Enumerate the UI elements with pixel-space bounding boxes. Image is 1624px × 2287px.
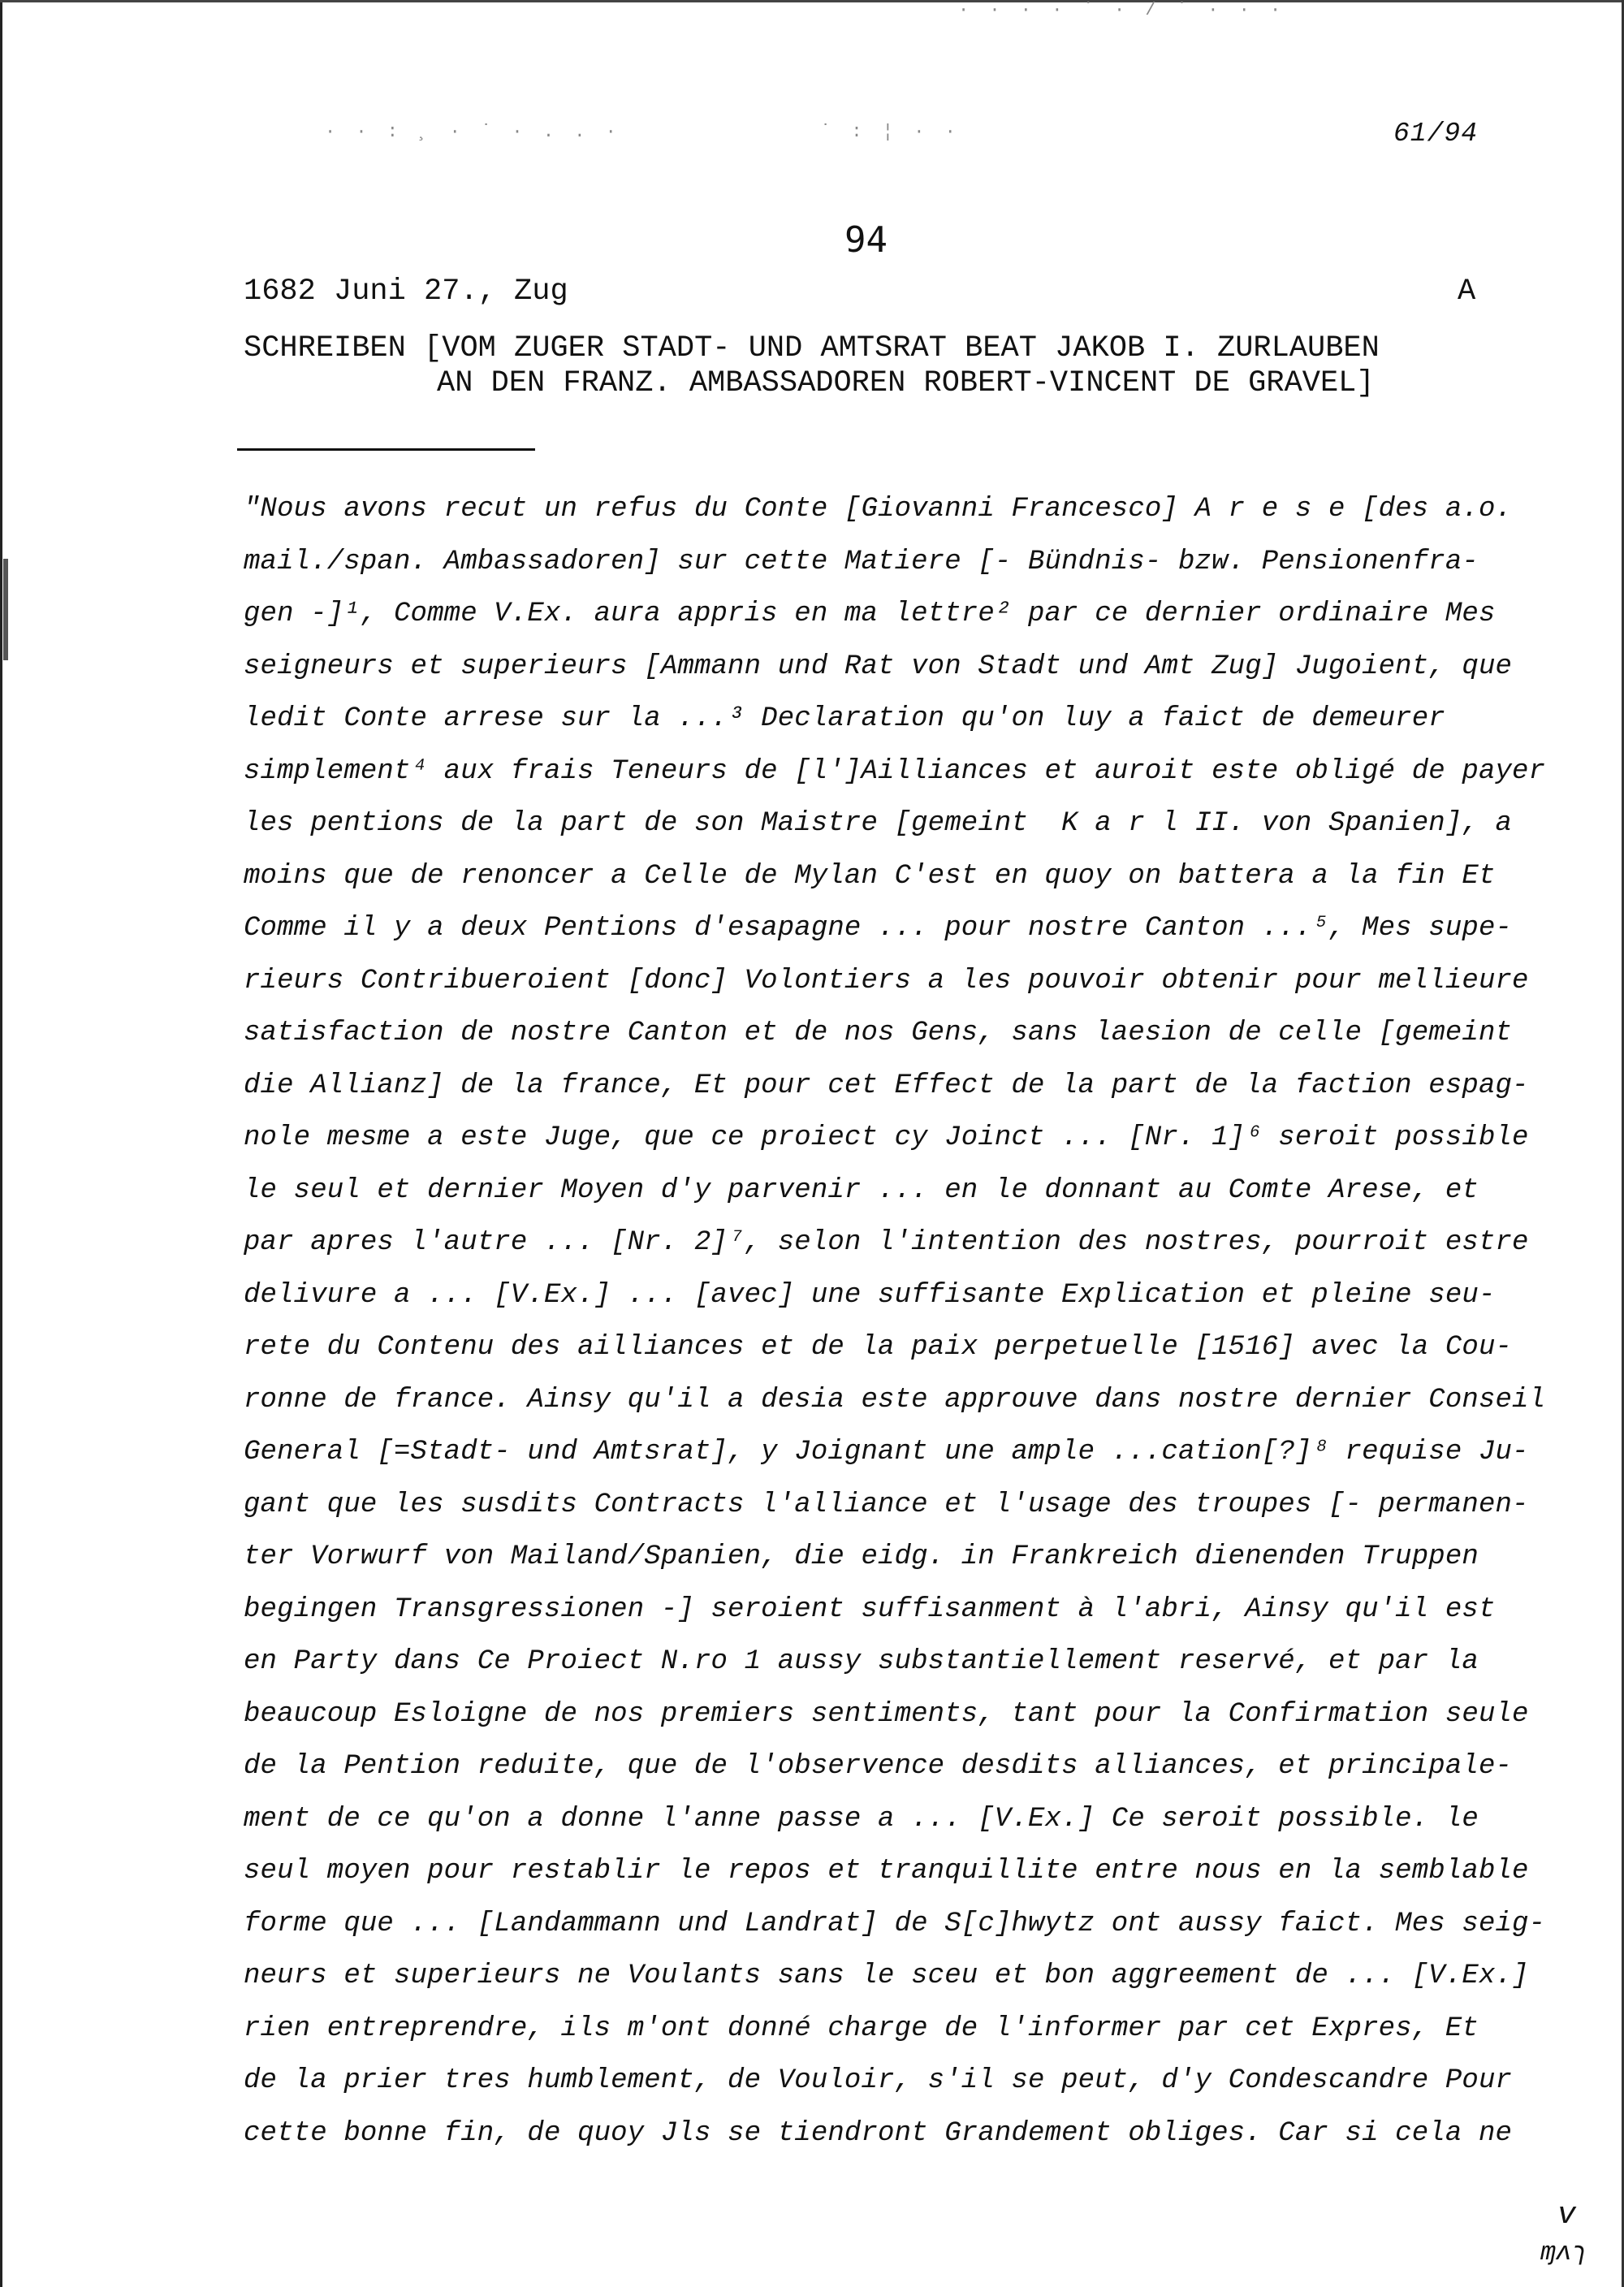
margin-bracket-mark (3, 559, 8, 660)
handwritten-check-mark: v (1557, 2198, 1576, 2233)
body-line: die Allianz] de la france, Et pour cet Effect de la part de la faction espag- (244, 1070, 1529, 1101)
body-line: "Nous avons recut un refus du Conte [Giovanni Francesco] A r e s e [des a.o. (244, 494, 1513, 525)
body-line: les pentions de la part de son Maistre [gemeint K a r l II. von Spanien], a (244, 808, 1513, 839)
body-line: General [=Stadt- und Amtsrat], y Joignant une ample ...cation[?]⁸ requise Ju- (244, 1437, 1529, 1468)
body-line: delivure a ... [V.Ex.] ... [avec] une suffisante Explication et pleine seu- (244, 1279, 1496, 1311)
body-line: nole mesme a este Juge, que ce proiect cy Joinct ... [Nr. 1]⁶ seroit possible (244, 1122, 1529, 1153)
body-line: par apres l'autre ... [Nr. 2]⁷, selon l'intention des nostres, pourroit estre (244, 1227, 1529, 1258)
scan-noise: ˙ : ¦ · · (820, 122, 961, 142)
heading-line-1: SCHREIBEN [VOM ZUGER STADT- UND AMTSRAT BEAT JAKOB I. ZURLAUBEN (244, 331, 1380, 365)
body-line: seul moyen pour restablir le repos et tranquillite entre nous en la semblable (244, 1856, 1529, 1887)
handwritten-initials: ɱʌɿ (1540, 2237, 1587, 2268)
body-line: gant que les susdits Contracts l'alliance et l'usage des troupes [- permanen- (244, 1489, 1529, 1520)
heading-line-2: AN DEN FRANZ. AMBASSADOREN ROBERT-VINCENT DE GRAVEL] (437, 366, 1375, 400)
scan-noise: · · · · ˙ · / ˙ · · · (958, 0, 1286, 20)
body-line: cette bonne fin, de quoy Jls se tiendront Grandement obliges. Car si cela ne (244, 2117, 1513, 2149)
body-line: ter Vorwurf von Mailand/Spanien, die eidg. in Frankreich dienenden Truppen (244, 1541, 1479, 1572)
date-place: 1682 Juni 27., Zug (244, 275, 568, 309)
body-line: forme que ... [Landammann und Landrat] de S[c]hwytz ont aussy faict. Mes seig- (244, 1908, 1546, 1939)
body-line: ledit Conte arrese sur la ...³ Declaration qu'on luy a faict de demeurer (244, 703, 1445, 734)
body-line: neurs et superieurs ne Voulants sans le sceu et bon aggreement de ... [V.Ex.] (244, 1961, 1529, 1991)
body-line: rieurs Contribueroient [donc] Volontiers a les pouvoir obtenir pour mellieure (244, 965, 1529, 997)
page-top-border (0, 0, 1624, 2)
body-line: beaucoup Esloigne de nos premiers sentiments, tant pour la Confirmation seule (244, 1698, 1529, 1730)
page-reference: 61/94 (1393, 119, 1479, 149)
body-line: en Party dans Ce Proiect N.ro 1 aussy substantiellement reservé, et par la (244, 1646, 1479, 1677)
body-line: ment de ce qu'on a donne l'anne passe a ... [V.Ex.] Ce seroit possible. le (244, 1803, 1479, 1835)
body-line: simplement⁴ aux frais Teneurs de [l']Ailliances et auroit este obligé de payer (244, 755, 1546, 787)
body-line: satisfaction de nostre Canton et de nos Gens, sans laesion de celle [gemeint (244, 1018, 1513, 1048)
letter-body (244, 483, 1546, 2159)
document-number: 94 (844, 219, 888, 261)
body-line: mail./span. Ambassadoren] sur cette Matiere [- Bündnis- bzw. Pensionenfra- (244, 546, 1479, 577)
letter-code: A (1458, 275, 1476, 309)
heading-divider (237, 448, 535, 451)
body-line: de la prier tres humblement, de Vouloir, s'il se peut, d'y Condescandre Pour (244, 2065, 1513, 2096)
body-line: Comme il y a deux Pentions d'esapagne ... pour nostre Canton ...⁵, Mes supe- (244, 913, 1513, 944)
body-line: le seul et dernier Moyen d'y parvenir ... en le donnant au Comte Arese, et (244, 1174, 1479, 1206)
body-line: de la Pention reduite, que de l'observence desdits alliances, et principale- (244, 1751, 1513, 1782)
body-line: gen -]¹, Comme V.Ex. aura appris en ma lettre² par ce dernier ordinaire Mes (244, 599, 1496, 629)
body-line: begingen Transgressionen -] seroient suffisanment à l'abri, Ainsy qu'il est (244, 1593, 1496, 1625)
body-line: ronne de france. Ainsy qu'il a desia este approuve dans nostre dernier Conseil (244, 1384, 1546, 1416)
scan-noise: · · : ¸ · ˙ · . . · (325, 122, 621, 142)
body-line: rien entreprendre, ils m'ont donné charge de l'informer par cet Expres, Et (244, 2012, 1479, 2044)
page-left-border (0, 0, 2, 2287)
body-line: moins que de renoncer a Celle de Mylan C'est en quoy on battera a la fin Et (244, 860, 1496, 892)
body-line: seigneurs et superieurs [Ammann und Rat von Stadt und Amt Zug] Jugoient, que (244, 651, 1513, 682)
body-line: rete du Contenu des ailliances et de la paix perpetuelle [1516] avec la Cou- (244, 1332, 1513, 1363)
